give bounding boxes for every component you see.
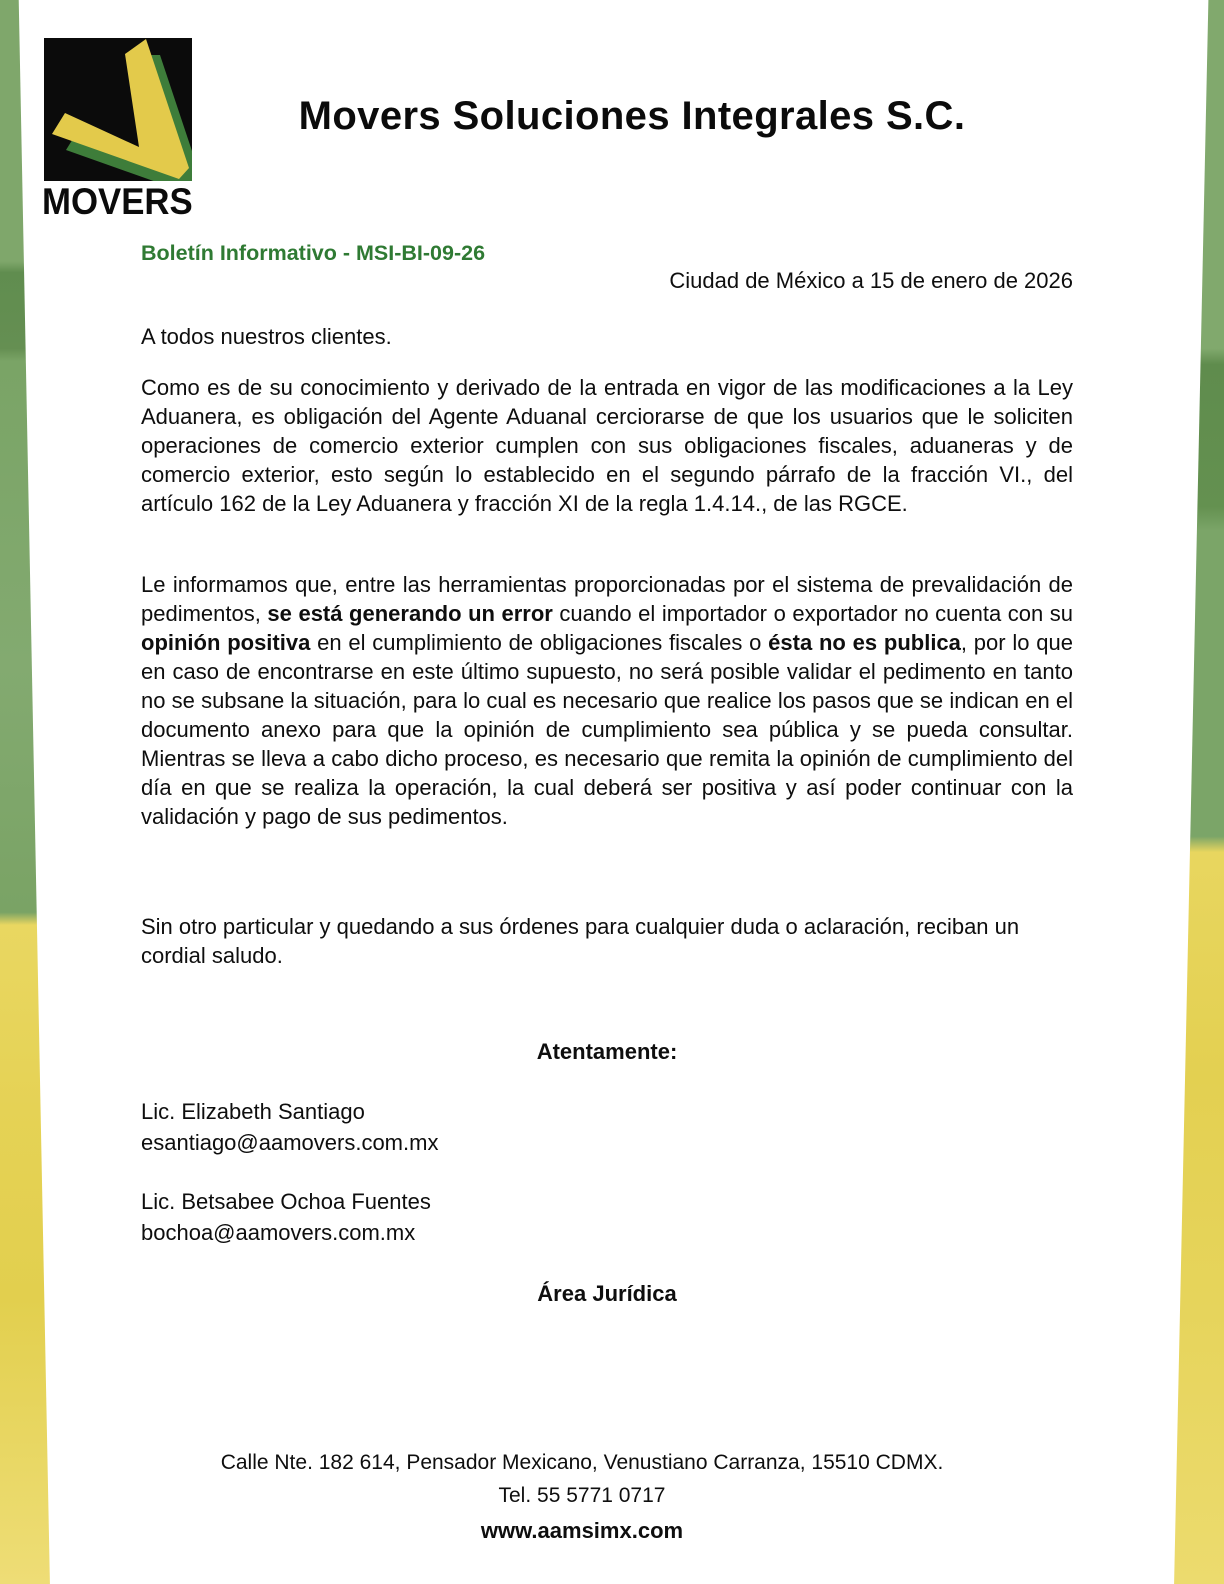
footer-address: Calle Nte. 182 614, Pensador Mexicano, Venustiano Carranza, 15510 CDMX. bbox=[220, 1451, 944, 1474]
contact-email: bochoa@aamovers.com.mx bbox=[141, 1220, 416, 1245]
right-accent-stripe bbox=[1172, 0, 1224, 1584]
contact-name: Lic. Elizabeth Santiago bbox=[141, 1099, 365, 1124]
closing-paragraph: Sin otro particular y quedando a sus órdenes para cualquier duda o aclaración, reciban un cordial saludo. bbox=[141, 914, 1020, 968]
contact-email: esantiago@aamovers.com.mx bbox=[141, 1130, 439, 1155]
document-title: Movers Soluciones Integrales S.C. bbox=[298, 94, 966, 138]
logo-wordmark: MOVERS bbox=[42, 181, 193, 222]
date-line: Ciudad de México a 15 de enero de 2026 bbox=[669, 268, 1073, 293]
contact-block bbox=[141, 1096, 1073, 1158]
bulletin-number-label: Boletín Informativo - MSI-BI-09-26 bbox=[141, 241, 486, 265]
left-accent-stripe bbox=[0, 0, 52, 1584]
contact-name: Lic. Betsabee Ochoa Fuentes bbox=[141, 1189, 431, 1214]
paragraph-error-notice: Le informamos que, entre las herramientas proporcionadas por el sistema de prevalidación de pedimentos, se está generando un error cuando el importador o exportador no cuenta con su opinión positiva en el cumplimiento de obligaciones fiscales o ésta no es publica, por lo que en caso de encontrarse en este último supuesto, no será posible validar el pedimento en tanto no se subsane la situación, para lo cual es necesario que realice los pasos que se indican en el documento anexo para que la opinión de cumplimiento sea pública y se pueda consultar. Mientras se lleva a cabo dicho proceso, es necesario que remita la opinión de cumplimiento del día en que se realiza la operación, la cual deberá ser positiva y así poder continuar con la validación y pago de sus pedimentos. bbox=[141, 572, 1074, 829]
contact-block bbox=[141, 1186, 1073, 1248]
salutation: A todos nuestros clientes. bbox=[141, 324, 392, 349]
footer-website: www.aamsimx.com bbox=[480, 1518, 684, 1543]
footer-phone: Tel. 55 5771 0717 bbox=[498, 1484, 666, 1507]
signature-heading: Atentamente: bbox=[536, 1039, 678, 1064]
paragraph-legal-basis: Como es de su conocimiento y derivado de la entrada en vigor de las modificaciones a la Ley Aduanera, es obligación del Agente Aduanal cerciorarse de que los usuarios que le soliciten operaciones de comercio exterior cumplen con sus obligaciones fiscales, aduaneras y de comercio exterior, esto según lo establecido en el segundo párrafo de la fracción VI., del artículo 162 de la Ley Aduanera y fracción XI de la regla 1.4.14., de las RGCE. bbox=[141, 375, 1073, 516]
department-label: Área Jurídica bbox=[537, 1281, 677, 1306]
